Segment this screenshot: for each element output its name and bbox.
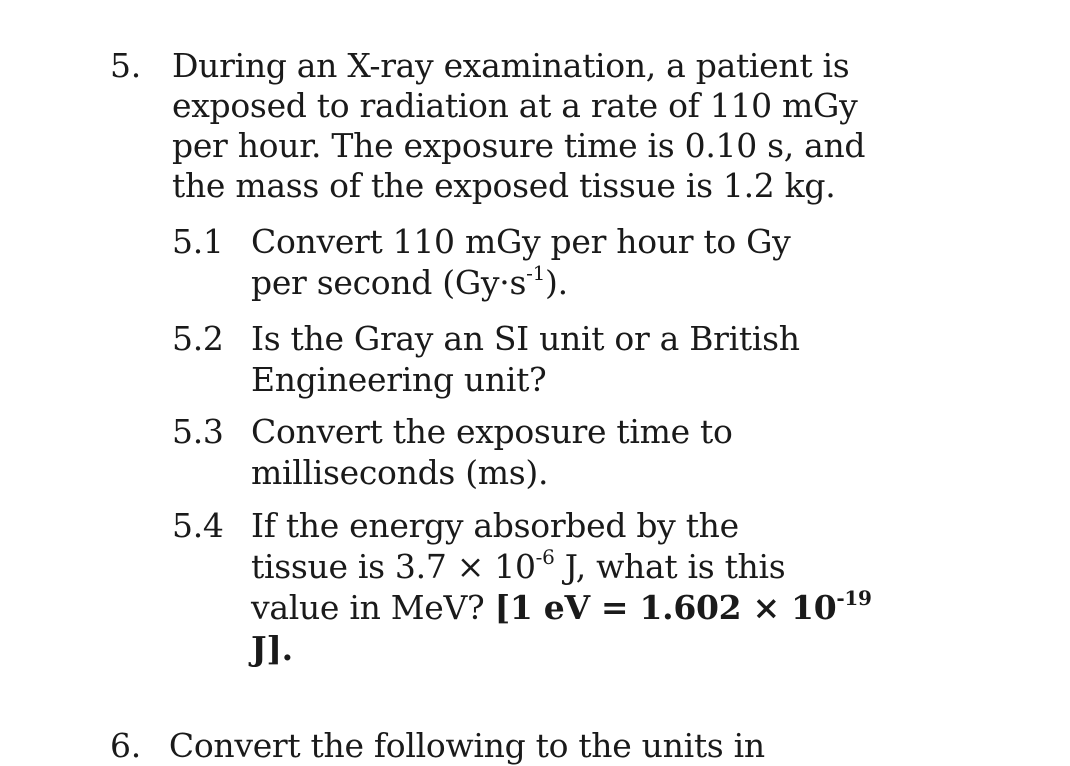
subquestion-line <box>251 587 872 628</box>
stem-line: exposed to radiation at a rate of 110 mGy <box>172 86 858 125</box>
subquestion-number: 5.1 <box>172 222 224 261</box>
subquestion-line: Convert the exposure time to <box>251 412 733 451</box>
subquestion-line <box>251 262 791 303</box>
question-number: 6. <box>110 726 141 765</box>
subquestion-line: Engineering unit? <box>251 360 547 399</box>
text-segment: tissue is 3.7 × 10 <box>251 547 536 586</box>
text-segment: per second (Gy·s <box>251 263 527 302</box>
superscript: -6 <box>535 545 555 569</box>
subquestion-line: Is the Gray an SI unit or a British <box>251 319 800 358</box>
subquestion-line: J]. <box>251 629 293 668</box>
subquestion-line: Convert 110 mGy per hour to Gy <box>251 222 791 261</box>
superscript: -1 <box>526 261 545 285</box>
text-segment: ). <box>545 263 568 302</box>
conversion-factor: [1 eV = 1.602 × 10 <box>494 588 837 627</box>
superscript: -19 <box>836 586 872 610</box>
subquestion-number: 5.4 <box>172 506 224 545</box>
question-stem <box>172 46 872 206</box>
subquestion-line <box>251 546 872 587</box>
text-segment: value in MeV? <box>251 588 495 627</box>
subquestion-number: 5.2 <box>172 319 224 358</box>
subquestion-text <box>251 221 791 303</box>
subquestion-number: 5.3 <box>172 412 224 451</box>
subquestion-text <box>251 318 800 400</box>
next-question <box>110 726 765 766</box>
text-segment: J, what is this <box>554 547 786 586</box>
subquestion-line: milliseconds (ms). <box>251 453 549 492</box>
subquestion-text <box>251 505 872 669</box>
question-number: 5. <box>110 46 141 85</box>
subquestion-line: If the energy absorbed by the <box>251 506 739 545</box>
stem-line: the mass of the exposed tissue is 1.2 kg. <box>172 166 836 205</box>
subquestion-text <box>251 411 733 493</box>
question-stem: Convert the following to the units in <box>168 726 765 765</box>
stem-line: per hour. The exposure time is 0.10 s, and <box>172 126 866 165</box>
stem-line: During an X-ray examination, a patient is <box>172 46 850 85</box>
